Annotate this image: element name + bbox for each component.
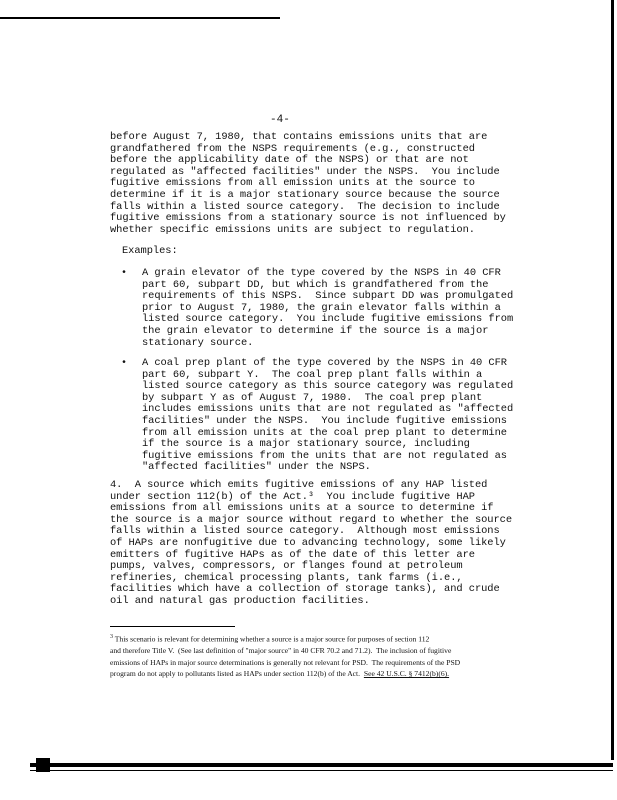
footnote-marker: 3 bbox=[110, 634, 113, 640]
bullet-icon: • bbox=[121, 358, 128, 369]
right-scan-edge bbox=[611, 0, 614, 760]
bullet-icon: • bbox=[121, 268, 128, 279]
page-number: -4- bbox=[270, 114, 290, 126]
examples-heading: Examples: bbox=[122, 245, 178, 257]
footnote-citation: See 42 U.S.C. § 7412(b)(6). bbox=[363, 669, 450, 679]
footnote-separator bbox=[110, 626, 235, 627]
item-4-fugitive-hap: 4. A source which emits fugitive emissions of any HAP listed under section 112(b) of the Act.³ You include fugitive HAP emissions from all emissions units at a source to determine if the source is a major source without regard to whether the source falls within a listed source category. Although most emissions of HAPs are nonfugitive due to advancing technology, some likely emitters of fugitive HAPs as of the date of this letter are pumps, valves, compressors, or flanges found at petroleum refineries, chemical processing plants, tank farms (i.e., facilities which have a collection of storage tanks), and crude oil and natural gas production facilities. bbox=[110, 479, 513, 607]
top-scan-rule bbox=[0, 17, 280, 19]
bottom-scan-rule bbox=[30, 763, 613, 767]
footnote bbox=[110, 632, 515, 680]
paragraph-continuation: before August 7, 1980, that contains emissions units that are grandfathered from the NSPS requirements (e.g., constructed before the applicability date of the NSPS) or that are not regulated as "affected facilities" under the NSPS. You include fugitive emissions from all emission units at the source to determine if it is a major stationary source because the source falls within a listed source category. The decision to include fugitive emissions from a stationary source is not influenced by whether specific emissions units are subject to regulation. bbox=[110, 131, 506, 236]
bottom-scan-rule-thin bbox=[30, 770, 613, 771]
example-coal-prep-plant: A coal prep plant of the type covered by the NSPS in 40 CFR part 60, subpart Y. The coal prep plant falls within a listed source category as this source category was regulated by subpart Y as of August 7, 1980. The coal prep plant includes emissions units that are not regulated as "affected facilities" under the NSPS. You include fugitive emissions from all emission units at the coal prep plant to determine if the source is a major stationary source, including fugitive emissions from the units that are not regulated as "affected facilities" under the NSPS. bbox=[142, 357, 514, 474]
footnote-text: This scenario is relevant for determining whether a source is a major source for purposes of section 112 and therefore Title V. (See last definition of "major source" in 40 CFR 70.2 and 71.2). The inclusion of fugitive emissions of HAPs in major source determinations is generally not relevant for PSD. The requirements of the PSD program do not apply to pollutants listed as HAPs under section 112(b) of the Act. bbox=[110, 634, 461, 679]
example-grain-elevator: A grain elevator of the type covered by the NSPS in 40 CFR part 60, subpart DD, but which is grandfathered from the requirements of this NSPS. Since subpart DD was promulgated prior to August 7, 1980, the grain elevator falls within a listed source category. You include fugitive emissions from the grain elevator to determine if the source is a major stationary source. bbox=[142, 267, 514, 349]
